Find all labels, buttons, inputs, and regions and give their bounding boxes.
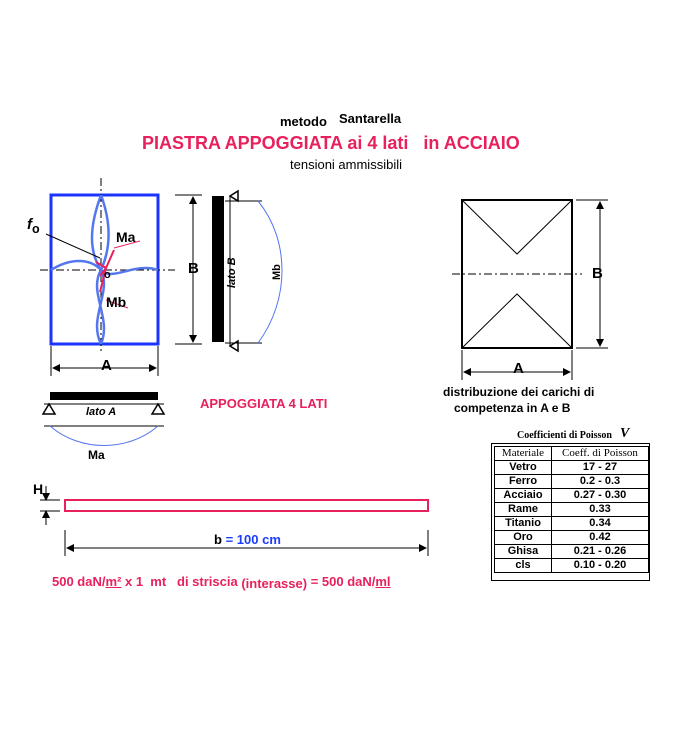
fo-label: $f_o$ [27, 216, 40, 236]
formula-unit-ml: ml [375, 574, 391, 589]
formula-part1: 500 daN/ [52, 574, 106, 589]
table-row [495, 559, 649, 573]
table-row [495, 531, 649, 545]
coeff-cell: 0.34 [552, 517, 649, 531]
material-cell: cls [495, 559, 552, 573]
coeff-cell: 0.2 - 0.3 [552, 475, 649, 489]
material-cell: Vetro [495, 461, 552, 475]
beam-view [43, 392, 164, 446]
plate-diagram [40, 178, 202, 376]
strip-b-value: = 100 cm [225, 532, 281, 547]
coeff-cell: 17 - 27 [552, 461, 649, 475]
distribution-top-triangle [462, 200, 572, 254]
material-cell: Oro [495, 531, 552, 545]
coeff-cell: 0.27 - 0.30 [552, 489, 649, 503]
lato-b-label: lato B [226, 257, 238, 288]
poisson-header-material: Materiale [495, 447, 552, 461]
material-cell: Rame [495, 503, 552, 517]
page-subtitle: tensioni ammissibili [290, 157, 402, 172]
material-cell: Ghisa [495, 545, 552, 559]
dim-a-label: A [101, 357, 112, 374]
mb-label: Mb [106, 294, 127, 310]
beam-support-right [152, 404, 164, 414]
table-row [495, 475, 649, 489]
method-name: Santarella [339, 111, 402, 126]
fo-subscript: o [32, 222, 40, 236]
strip-b-text [214, 532, 281, 547]
table-row [495, 503, 649, 517]
material-cell: Ferro [495, 475, 552, 489]
strip-h-label: H [33, 481, 44, 497]
page-title: PIASTRA APPOGGIATA ai 4 lati in ACCIAIO [142, 133, 520, 153]
ma-label: Ma [116, 229, 136, 245]
dim-b-label: B [188, 260, 199, 277]
formula-part3: (interasse) [241, 576, 308, 591]
beam-support-left [43, 404, 55, 414]
dist-b-label: B [592, 265, 603, 282]
load-formula [52, 574, 391, 589]
strip-b-label: b [214, 532, 222, 547]
table-row [495, 517, 649, 531]
side-mb-label: Mb [271, 264, 283, 280]
formula-part4: = 500 daN/ [307, 574, 376, 589]
formula-part2: x 1 mt di striscia [121, 574, 238, 589]
dist-caption-line1: distribuzione dei carichi di [443, 385, 595, 399]
distribution-bottom-triangle [462, 294, 572, 348]
material-cell: Titanio [495, 517, 552, 531]
material-cell: Acciaio [495, 489, 552, 503]
poisson-header-coeff: Coeff. di Poisson [552, 447, 649, 461]
coeff-cell: 0.10 - 0.20 [552, 559, 649, 573]
method-prefix: metodo [280, 114, 327, 129]
beam-ma-curve [50, 426, 158, 446]
strip-rect [65, 500, 428, 511]
support-label: APPOGGIATA 4 LATI [200, 396, 328, 411]
side-beam [212, 196, 224, 342]
poisson-header-row [495, 447, 649, 461]
dist-caption-line2: competenza in A e B [454, 401, 571, 415]
poisson-symbol: V [620, 426, 630, 441]
coeff-cell: 0.33 [552, 503, 649, 517]
coeff-cell: 0.42 [552, 531, 649, 545]
table-row [495, 489, 649, 503]
beam-ma-label: Ma [88, 448, 105, 462]
table-row [495, 461, 649, 475]
side-support-top [230, 191, 238, 201]
formula-unit-m2: m² [105, 574, 122, 589]
poisson-title: Coefficienti di Poisson [517, 430, 612, 441]
distribution-diagram [452, 200, 608, 380]
lato-a-label: lato A [86, 406, 117, 418]
table-row [495, 545, 649, 559]
poisson-table [494, 446, 649, 573]
beam-bar [50, 392, 158, 400]
origin-label: o [104, 269, 111, 281]
coeff-cell: 0.21 - 0.26 [552, 545, 649, 559]
dist-a-label: A [513, 360, 524, 377]
